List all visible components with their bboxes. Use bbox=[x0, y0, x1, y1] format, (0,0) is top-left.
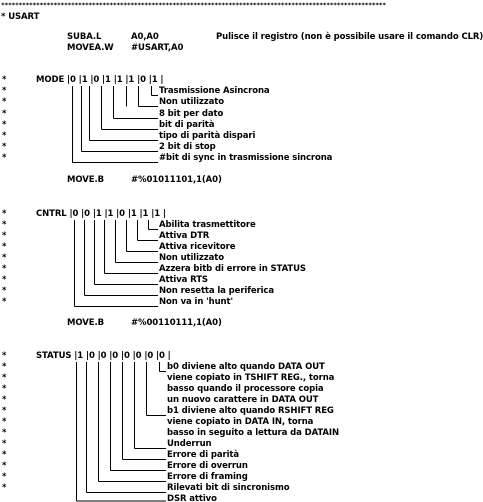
status-bit-label: b0 diviene alto quando DATA OUT bbox=[167, 362, 325, 372]
mode-bit-label: tipo di parità dispari bbox=[159, 131, 256, 141]
instr-movea: MOVEA.W bbox=[67, 43, 114, 53]
bullet: * bbox=[2, 297, 7, 307]
status-bit-label: basso quando il processore copia bbox=[167, 384, 324, 394]
star-separator-line: ************************************************************************************************************** bbox=[1, 1, 386, 9]
bullet: * bbox=[2, 417, 7, 427]
cntrl-bit-label: Non va in 'hunt' bbox=[159, 297, 233, 307]
status-bit-label: DSR attivo bbox=[167, 494, 217, 502]
cntrl-bit-label: Non resetta la periferica bbox=[159, 286, 274, 296]
status-bit-label: Rilevati bit di sincronismo bbox=[167, 483, 290, 493]
bullet: * bbox=[2, 450, 7, 460]
bullet: * bbox=[2, 286, 7, 296]
args-suba: A0,A0 bbox=[131, 32, 159, 42]
section-title: * USART bbox=[1, 12, 40, 22]
args-movea: #USART,A0 bbox=[131, 43, 184, 53]
mode-register-bits: MODE |0 |1 |0 |1 |1 |1 |0 |1 | bbox=[36, 75, 164, 85]
mode-connectors bbox=[73, 86, 159, 163]
mode-bit-label: bit di parità bbox=[159, 120, 215, 130]
mode-bit-label: 2 bit di stop bbox=[159, 142, 216, 152]
bullet: * bbox=[2, 362, 7, 372]
bullet: * bbox=[2, 439, 7, 449]
bullet: * bbox=[2, 395, 7, 405]
mode-bit-label: 8 bit per dato bbox=[159, 109, 224, 119]
status-bit-label: b1 diviene alto quando RSHIFT REG bbox=[167, 406, 334, 416]
status-bit-label: Errore di framing bbox=[167, 472, 248, 482]
args-move-mode: #%01011101,1(A0) bbox=[131, 175, 222, 185]
bullet: * bbox=[2, 131, 7, 141]
bullet: * bbox=[2, 264, 7, 274]
mode-bit-label: Non utilizzato bbox=[159, 97, 224, 107]
bullet: * bbox=[2, 428, 7, 438]
bullet: * bbox=[2, 242, 7, 252]
instr-move-cntrl: MOVE.B bbox=[67, 318, 104, 328]
bullet: * bbox=[2, 120, 7, 130]
comment-suba: Pulisce il registro (non è possibile usare il comando CLR) bbox=[216, 32, 483, 42]
cntrl-bit-label: Non utilizzato bbox=[159, 253, 224, 263]
status-bit-label: un nuovo carattere in DATA OUT bbox=[167, 395, 319, 405]
status-bit-label: viene copiato in TSHIFT REG., torna bbox=[167, 373, 335, 383]
cntrl-connectors bbox=[75, 220, 159, 307]
cntrl-bit-label: Azzera bitb di errore in STATUS bbox=[159, 264, 306, 274]
bullet: * bbox=[2, 384, 7, 394]
bullet: * bbox=[2, 220, 7, 230]
mode-bit-label: #bit di sync in trasmissione sincrona bbox=[159, 153, 333, 163]
bullet: * bbox=[2, 109, 7, 119]
bullet: * bbox=[2, 406, 7, 416]
status-bit-label: Errore di parità bbox=[167, 450, 240, 460]
args-move-cntrl: #%00110111,1(A0) bbox=[131, 318, 222, 328]
cntrl-bit-label: Attiva ricevitore bbox=[159, 242, 236, 252]
status-bit-label: viene copiato in DATA IN, torna bbox=[167, 417, 314, 427]
instr-move-mode: MOVE.B bbox=[67, 175, 104, 185]
cntrl-bit-label: Attiva DTR bbox=[159, 231, 210, 241]
cntrl-register-bits: CNTRL |0 |0 |1 |1 |0 |1 |1 |1 | bbox=[36, 209, 166, 219]
bullet: * bbox=[2, 86, 7, 96]
bullet: * bbox=[2, 373, 7, 383]
cntrl-bit-label: Attiva RTS bbox=[159, 275, 208, 285]
bullet: * bbox=[2, 461, 7, 471]
bullet: * bbox=[2, 209, 7, 219]
status-register-bits: STATUS |1 |0 |0 |0 |0 |0 |0 |0 | bbox=[36, 351, 171, 361]
instr-suba: SUBA.L bbox=[67, 32, 102, 42]
bullet: * bbox=[2, 153, 7, 163]
status-bit-label: Errore di overrun bbox=[167, 461, 248, 471]
bullet: * bbox=[2, 75, 7, 85]
mode-bit-label: Trasmissione Asincrona bbox=[159, 86, 270, 96]
status-bit-label: basso in seguito a lettura da DATAIN bbox=[167, 428, 339, 438]
bullet: * bbox=[2, 275, 7, 285]
bullet: * bbox=[2, 253, 7, 263]
bullet: * bbox=[2, 231, 7, 241]
status-bit-label: Underrun bbox=[167, 439, 212, 449]
cntrl-bit-label: Abilita trasmettitore bbox=[159, 220, 256, 230]
bullet: * bbox=[2, 142, 7, 152]
bullet: * bbox=[2, 351, 7, 361]
status-connectors bbox=[77, 362, 167, 501]
bullet: * bbox=[2, 483, 7, 493]
bullet: * bbox=[2, 97, 7, 107]
bullet: * bbox=[2, 472, 7, 482]
